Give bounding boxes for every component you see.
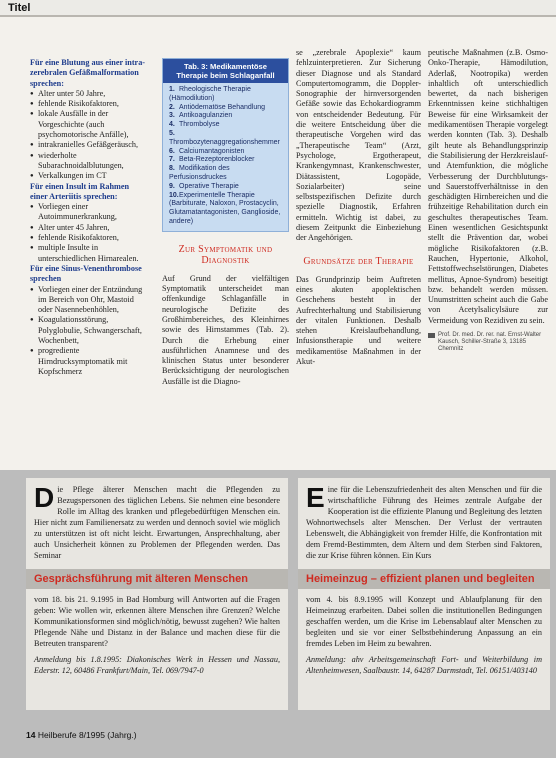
panel-left-intro: Die Pflege älterer Menschen macht die Pflegenden zu Bezugspersonen des täglichen Lebens. Sie nehmen eine besondere Rolle im Alltag des kranken und pflegebedürftigen Menschen ein. Hier nicht zum Familienersatz zu werden und dennoch soviel wie möglich zu unterstützen ist oft nicht leicht. Erwartungen, Ansprechhaltung, aber auch Unsicherheit können zu Problemen der Pflegenden werden. Das Seminar <box>34 482 280 560</box>
dropcap-e: E <box>306 482 325 513</box>
heading-arteriitis: Für einen Insult im Rahmen einer Arteriitis sprechen: <box>30 181 130 201</box>
table-item-text: Experimentelle Therapie (Barbiturate, Naloxon, Prostacyclin, Glutamatantagonisten, Ganglioside, andere) <box>169 191 281 225</box>
table-item <box>169 112 284 121</box>
heading-blutung: Für eine Blutung aus einer intra-zerebralen Gefäßmalformation sprechen: <box>30 58 146 88</box>
table-item <box>169 86 284 104</box>
table-item <box>169 130 284 148</box>
list-item: ● fehlende Risikofaktoren, <box>30 233 148 243</box>
panel-left-body: vom 18. bis 21. 9.1995 in Bad Homburg will Antworten auf die Fragen geben: Wie wollen wir, erkennen ältere Menschen ihre Grenzen? Welche Kommunikationsformen sind möglich/nötig, bewusst zugehen? Wie halten Pflegende Nähe und Distanz in der Balance und machen diese für die Betreuten transparent? <box>34 595 280 648</box>
paragraph-behandlung: peutische Maßnahmen (z.B. Osmo-Onko-Therapie, Hämodilution, Aderlaß, Nootropika) werden inhaltlich oft unterschiedlich bewertet, da nach bisherigen Erkenntnissen keine stichhaltigen Beweise für eine Wirksamkeit der medikamentösen Therapie vorgelegt werden konnten (Tab. 3). Deshalb gilt heute als Behandlungsprinzip die Stabilisierung der Herzkreislauf- und Atemfunktion, die mögliche Verbesserung der Durchblutungs- und Sauerstoffverhältnisse in den geschädigten Hirnbereichen und die frühzeitige Rehabilitation durch ein geschultes therapeutisches Team. Einen wesentlichen Gesichtspunkt stellt die Prävention dar, wobei mögliche Risikofaktoren (z.B. Rauchen, Hypertonie, Alkohol, Fettstoffwechselstörungen, Diabetes mellitus, Apnoe-Syndrom) beseitigt bzw. behandelt werden müssen. Unumstritten scheint auch die Gabe von Acetylsalicylsäure zur Vermeidung von Rezidiven zu sein. <box>428 48 548 325</box>
list-item: ● wiederholte Subarachnoidalblutungen, <box>30 151 148 172</box>
table-item-number: 2. <box>169 103 175 111</box>
column-4 <box>428 48 548 353</box>
table-item-number: 4. <box>169 121 175 129</box>
panel-left-registration: Anmeldung bis 1.8.1995: Diakonisches Werk in Hessen und Nassau, Ederstr. 12, 60486 Frankfurt/Main, Tel. 069/7947-0 <box>34 655 280 675</box>
table-item-number: 9. <box>169 182 175 190</box>
table-item-number: 6. <box>169 147 175 155</box>
paragraph-symptomatik: Auf Grund der vielfältigen Symptomatik unterscheidet man offenkundige Schlaganfälle in neurologische Defizite des Großhirnbereiches, des Kleinhirnes sowie des Hirnstammes (Tab. 2). Durch die Erhebung einer ausführlichen Anamnese und des klinischen Status unter besonderer Berücksichtigung der neurologischen Ausfälle ist die Diagno- <box>162 273 289 386</box>
table-item-number: 3. <box>169 112 175 120</box>
table-item-text: Calciumantagonisten <box>179 147 245 155</box>
table-item-number: 7. <box>169 156 175 164</box>
section-heading-symptomatik: Zur Symptomatik und Diagnostik <box>178 243 273 266</box>
list-item: ● lokale Ausfälle in der Vorgeschichte (auch psychomotorische Anfälle), <box>30 109 148 140</box>
page-number: 14 <box>26 730 36 740</box>
table-item-number: 8. <box>169 165 175 173</box>
table-item-text: Beta-Rezeptorenblocker <box>179 156 255 164</box>
list-item: ● Koagulationsstörung, Polyglobulie, Schwangerschaft, Wochenbett, <box>30 315 148 346</box>
table-item-number: 10. <box>169 191 179 199</box>
heading-sinus: Für eine Sinus-Venenthrombose sprechen <box>30 263 142 284</box>
announcement-panel-left <box>26 478 288 710</box>
announcement-panel-right <box>298 478 550 710</box>
list-item: ● Verkalkungen im CT <box>30 171 148 181</box>
list-item: ● Alter unter 45 Jahren, <box>30 223 148 233</box>
list-arteriitis <box>30 202 148 264</box>
table-item-text: Antiödematöse Behandlung <box>179 103 266 111</box>
list-item: ● fehlende Risikofaktoren, <box>30 99 148 109</box>
list-item: ● progrediente Hirndrucksymptomatik mit Kopfschmerz <box>30 346 148 377</box>
table-therapie <box>162 58 289 232</box>
table-item <box>169 148 284 157</box>
list-item: ● Vorliegen einer der Entzündung im Bereich von Ohr, Mastoid oder Nasennebenhöhlen, <box>30 285 148 316</box>
panel-left-heading: Gesprächsführung mit älteren Menschen <box>26 569 288 589</box>
table-item <box>169 156 284 165</box>
panel-right-body: vom 4. bis 8.9.1995 will Konzept und Ablaufplanung für den Heimeinzug erarbeiten. Dabei sollen die institutionellen Bedingungen geschaffen werden, um die Krise im Lebensablauf alter Menschen zu begleiten und sie vor einer Selbstbehinderung Anpassung an ein fremdes Leben im Heim zu bewahren. <box>306 595 542 648</box>
table-item-text: Operative Therapie <box>179 182 239 190</box>
table-item <box>169 165 284 183</box>
list-item: ● intrakranielles Gefäßgeräusch, <box>30 140 148 150</box>
panel-right-registration: Anmeldung: ahv Arbeitsgemeinschaft Fort- und Weiterbildung im Altenheimwesen, Saalbaustr. 14, 64287 Darmstadt, Tel. 06151/403140 <box>306 655 542 675</box>
table-title: Tab. 3: Medikamentöse Therapie beim Schlaganfall <box>163 59 288 83</box>
panel-right-heading: Heimeinzug – effizient planen und begleiten <box>298 569 550 589</box>
panel-right-intro: Eine für die Lebenszufriedenheit des alten Menschen und für die wirtschaftliche Führung des Heimes zentrale Aufgabe der Kooperation ist die effiziente Planung und Begleitung des letzten Wohnortwechsels alter Menschen. Der Verlust der vertrauten Lebenswelt, die Abhängigkeit von fremder Hilfe, die Konfrontation mit dem Fremd-Bestimmten, dem Altern und dem Sterben sind Faktoren, die zur Krise führen können. Ein Kurs <box>306 482 542 560</box>
table-item-text: Antikoagulanzien <box>179 112 233 120</box>
table-item <box>169 104 284 113</box>
author-reference: Prof. Dr. med. Dr. rer. nat. Ernst-Walter Kausch, Schiller-Straße 3, 13185 Chemnitz <box>428 332 548 353</box>
table-item-text: Rheologische Therapie (Hämodilution) <box>169 86 251 102</box>
table-item <box>169 183 284 192</box>
column-2 <box>162 58 289 387</box>
page-footer <box>26 730 137 740</box>
journal-name: Heilberufe 8/1995 (Jahrg.) <box>37 730 137 740</box>
table-item-text: Thrombolyse <box>179 121 220 129</box>
table-item-text: Modifikation des Perfusionsdruckes <box>169 165 230 181</box>
list-sinus <box>30 285 148 378</box>
table-item <box>169 121 284 130</box>
column-3 <box>296 48 421 367</box>
section-heading-therapie: Grundsätze der Therapie <box>303 255 414 267</box>
list-item: ● Vorliegen einer Autoimmunerkrankung, <box>30 202 148 223</box>
table-item-number: 1. <box>169 86 175 93</box>
table-list <box>163 83 288 227</box>
table-item <box>169 192 284 227</box>
table-item-text: Thrombozytenaggregationshemmer <box>169 138 280 146</box>
header-bar <box>0 0 556 16</box>
table-item-number: 5. <box>169 129 175 137</box>
paragraph-diagnose: se „zerebrale Apoplexie“ kaum fehlzuinterpretieren. Zur Sicherung dieser Diagnose und als Standard Computertomogramm, die Doppler-Sonographie der hirnversorgenden Gefäße sowie das Echokardiogramm von entscheidender Bedeutung. Für die weitere Entscheidung über die therapeutische Vorgehen wird das „Therapeutische Team“ (Arzt, Psychologe, Ergotherapeut, Krankengymnast, Krankenschwester, Diätassistent, Logopäde, Sozialarbeiter) seine selbstspezifischen Defizite durch spezielle Diagnostik, Erfahren ermitteln. Wichtig ist dabei, zu diesem Zeitpunkt die Einbeziehung der Angehörigen. <box>296 48 421 243</box>
list-blutung <box>30 89 148 182</box>
paragraph-therapie: Das Grundprinzip beim Auftreten eines akuten apoplektischen Geschehens besteht in der Aufrechterhaltung und Stabilisierung der vitalen Funktionen. Deshalb stehen Kreislaufbehandlung, Infusionstherapie und weitere medikamentöse Maßnahmen in der Akut- <box>296 274 421 367</box>
list-item: ● Alter unter 50 Jahre, <box>30 89 148 99</box>
column-1 <box>30 58 148 377</box>
section-title: Titel <box>8 2 31 14</box>
list-item: ● multiple Insulte in unterschiedlichen Hirnarealen. <box>30 243 148 264</box>
header-rule <box>0 15 556 17</box>
dropcap-d: D <box>34 482 55 513</box>
